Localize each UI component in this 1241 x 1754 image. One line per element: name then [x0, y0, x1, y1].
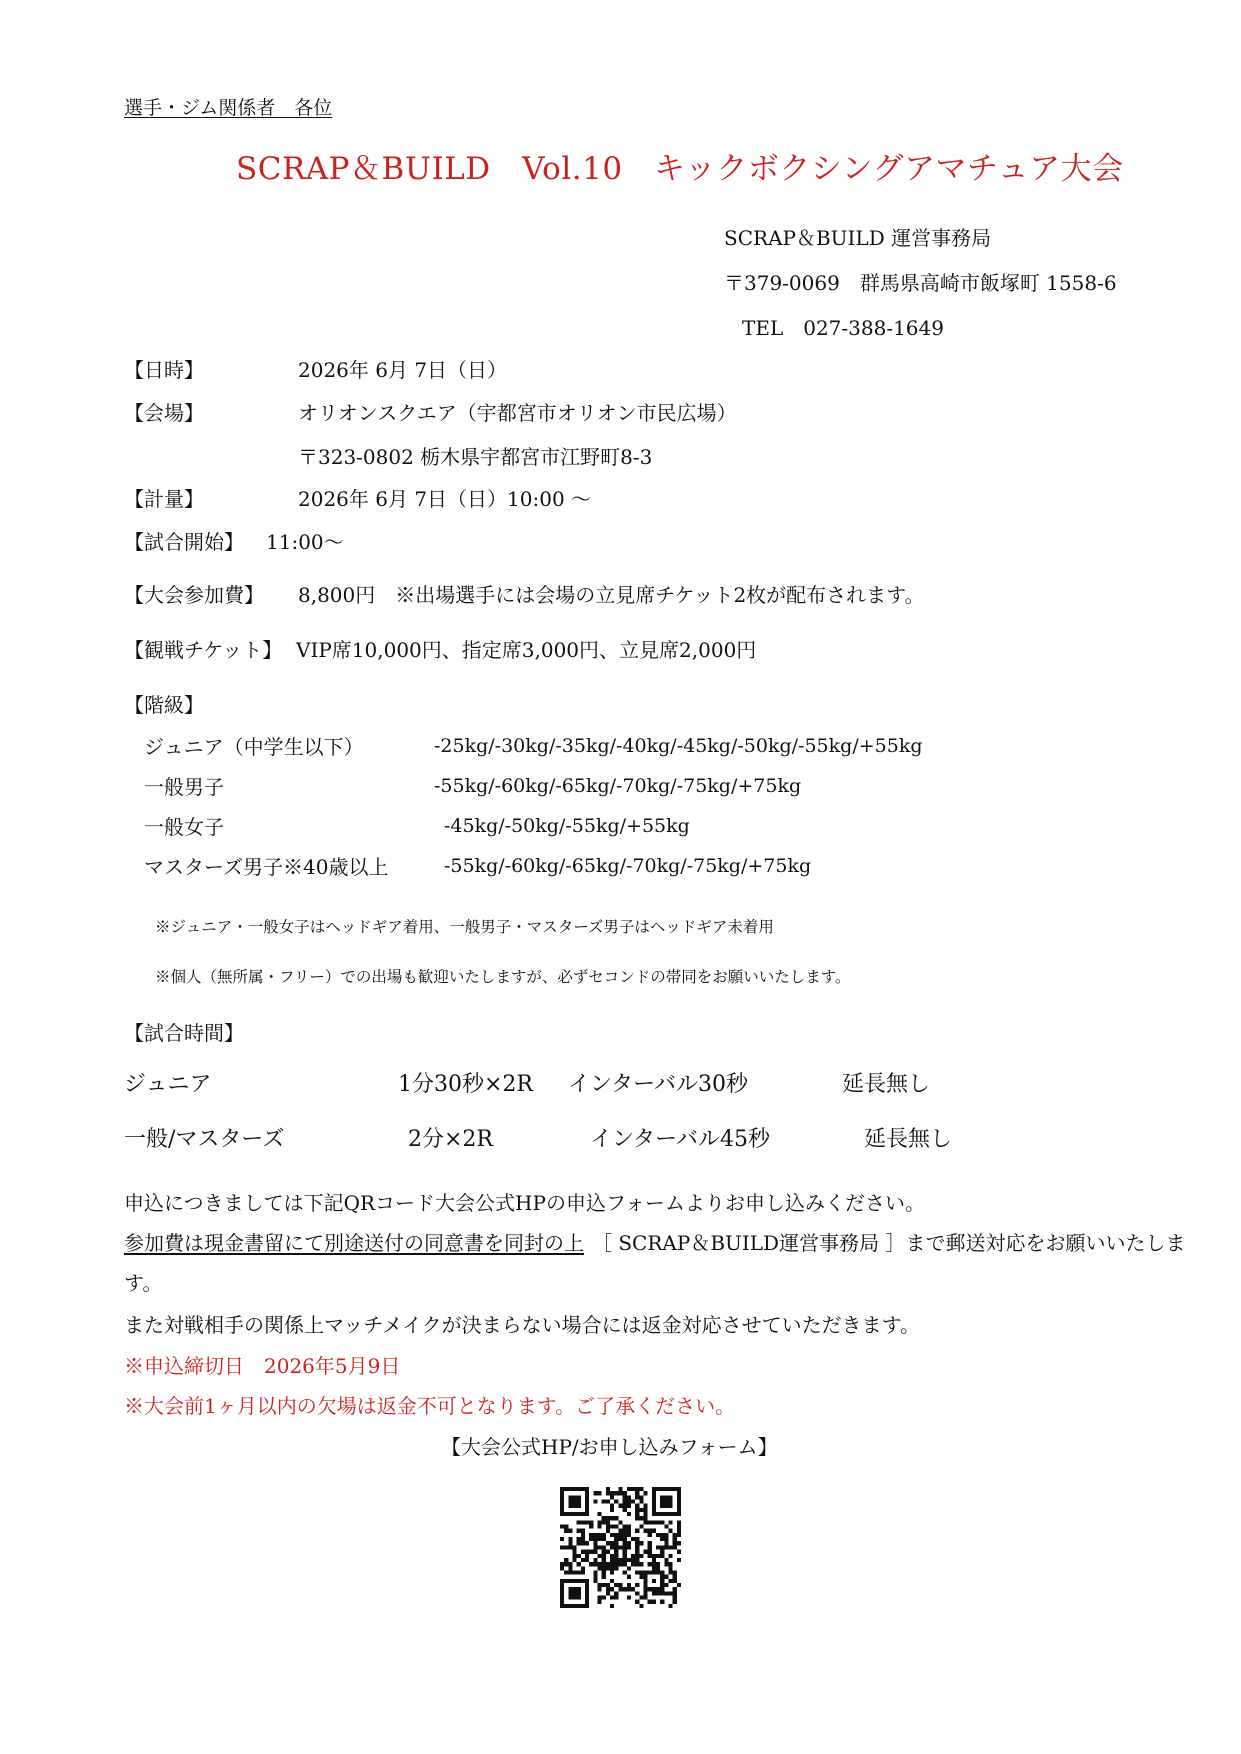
class-name: ジュニア（中学生以下） — [144, 735, 364, 759]
fee-payment-rest: ［ SCRAP＆BUILD運営事務局 ］まで郵送対応をお願いいたしま — [592, 1231, 1186, 1255]
class-name: 一般男子 — [144, 775, 224, 799]
headgear-note: ※ジュニア・一般女子はヘッドギア着用、一般男子・マスターズ男子はヘッドギア未着用 — [155, 918, 774, 936]
qr-caption: 【大会公式HP/お申し込みフォーム】 — [441, 1435, 778, 1459]
class-weights: -25kg/-30kg/-35kg/-40kg/-45kg/-50kg/-55kg/+55kg — [434, 735, 923, 757]
organizer-address: 〒379-0069 群馬県高崎市飯塚町 1558-6 — [724, 271, 1117, 295]
fee-payment-underlined: 参加費は現金書留にて別途送付の同意書を同封の上 — [124, 1231, 584, 1255]
match-row-name: 一般/マスターズ — [124, 1127, 285, 1152]
application-line: す。 — [124, 1271, 163, 1295]
recipient-line: 選手・ジム関係者 各位 — [124, 97, 333, 119]
venue-value: オリオンスクエア（宇都宮市オリオン市民広場） — [298, 401, 737, 425]
classes-heading: 【階級】 — [124, 693, 204, 717]
venue-label: 【会場】 — [124, 401, 204, 425]
application-line — [124, 1233, 1185, 1253]
weigh-in-value: 2026年 6月 7日（日）10:00 ～ — [298, 487, 592, 511]
match-row-name: ジュニア — [124, 1072, 212, 1097]
application-line: また対戦相手の関係上マッチメイクが決まらない場合には返金対応させていただきます。 — [124, 1313, 920, 1337]
class-weights: -45kg/-50kg/-55kg/+55kg — [444, 815, 690, 837]
class-weights: -55kg/-60kg/-65kg/-70kg/-75kg/+75kg — [434, 775, 802, 797]
organizer-name: SCRAP＆BUILD 運営事務局 — [724, 226, 992, 250]
venue-address: 〒323-0802 栃木県宇都宮市江野町8-3 — [298, 445, 653, 469]
refund-note: ※大会前1ヶ月以内の欠場は返金不可となります。ご了承ください。 — [124, 1394, 736, 1418]
individual-entry-note: ※個人（無所属・フリー）での出場も歓迎いたしますが、必ずセコンドの帯同をお願いいたします。 — [155, 968, 851, 986]
date-label: 【日時】 — [124, 358, 204, 382]
match-row-extension: 延長無し — [864, 1127, 953, 1152]
start-label: 【試合開始】 — [124, 530, 244, 554]
ticket-value: VIP席10,000円、指定席3,000円、立見席2,000円 — [296, 638, 757, 662]
match-row-interval: インターバル30秒 — [568, 1072, 749, 1097]
class-weights: -55kg/-60kg/-65kg/-70kg/-75kg/+75kg — [444, 855, 812, 877]
match-row-rounds: 1分30秒×2R — [398, 1072, 533, 1097]
fee-label: 【大会参加費】 — [124, 583, 264, 607]
date-value: 2026年 6月 7日（日） — [298, 358, 508, 382]
start-value: 11:00～ — [266, 530, 344, 554]
page-title: SCRAP＆BUILD Vol.10 キックボクシングアマチュア大会 — [236, 151, 1124, 187]
fee-value: 8,800円 ※出場選手には会場の立見席チケット2枚が配布されます。 — [298, 583, 925, 607]
match-row-interval: インターバル45秒 — [590, 1127, 771, 1152]
deadline-note: ※申込締切日 2026年5月9日 — [124, 1354, 401, 1378]
class-name: マスターズ男子※40歳以上 — [144, 855, 389, 879]
match-row-extension: 延長無し — [842, 1072, 931, 1097]
weigh-in-label: 【計量】 — [124, 487, 204, 511]
application-line: 申込につきましては下記QRコード大会公式HPの申込フォームよりお申し込みください。 — [124, 1191, 925, 1215]
ticket-label: 【観戦チケット】 — [124, 638, 283, 662]
qr-code-icon[interactable] — [560, 1487, 681, 1608]
match-time-heading: 【試合時間】 — [124, 1021, 244, 1045]
organizer-tel: TEL 027-388-1649 — [742, 316, 944, 340]
match-row-rounds: 2分×2R — [408, 1127, 493, 1152]
class-name: 一般女子 — [144, 815, 224, 839]
